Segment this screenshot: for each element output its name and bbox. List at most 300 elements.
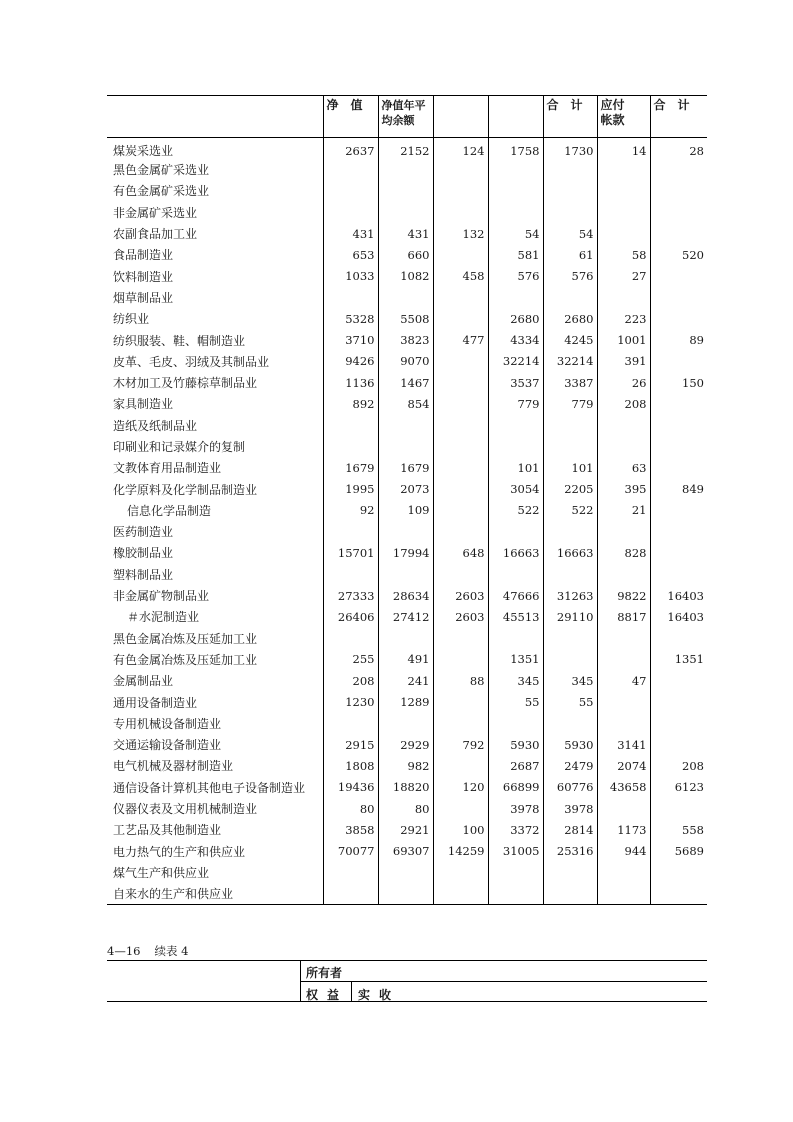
table-row bbox=[107, 329, 707, 350]
table-cell bbox=[488, 415, 543, 436]
table-cell bbox=[378, 883, 433, 904]
table-cell: 792 bbox=[433, 734, 488, 755]
table-cell bbox=[323, 862, 378, 883]
table-cell: 5508 bbox=[378, 308, 433, 329]
table-cell: 14259 bbox=[433, 841, 488, 862]
table-cell bbox=[650, 521, 707, 542]
table-cell: 31263 bbox=[543, 585, 597, 606]
table-cell bbox=[543, 862, 597, 883]
table-cell: 1467 bbox=[378, 372, 433, 393]
row-label: 食品制造业 bbox=[113, 248, 174, 263]
table-cell: 1679 bbox=[323, 457, 378, 478]
table-row bbox=[107, 606, 707, 627]
table-cell: 45513 bbox=[488, 606, 543, 627]
table-cell: 3823 bbox=[378, 329, 433, 350]
table-cell: 109 bbox=[378, 500, 433, 521]
table-cell bbox=[433, 287, 488, 308]
row-label: 非金属矿采选业 bbox=[113, 205, 198, 220]
table-row bbox=[107, 691, 707, 712]
table-cell: 16403 bbox=[650, 585, 707, 606]
table-cell: 27412 bbox=[378, 606, 433, 627]
table-cell bbox=[378, 202, 433, 223]
table-cell: 255 bbox=[323, 649, 378, 670]
table-cell: 2814 bbox=[543, 819, 597, 840]
row-label: 专用机械设备制造业 bbox=[113, 716, 222, 731]
table-cell: 2921 bbox=[378, 819, 433, 840]
table-row bbox=[107, 436, 707, 457]
table-cell bbox=[597, 202, 650, 223]
column-divider bbox=[351, 982, 352, 1001]
table-cell: 576 bbox=[543, 265, 597, 286]
row-label: 造纸及纸制品业 bbox=[113, 418, 198, 433]
table-cell bbox=[433, 415, 488, 436]
table-cell bbox=[597, 223, 650, 244]
table-row bbox=[107, 180, 707, 201]
table-row bbox=[107, 138, 707, 160]
table-cell bbox=[650, 287, 707, 308]
table-cell: 15701 bbox=[323, 542, 378, 563]
table-cell: 19436 bbox=[323, 777, 378, 798]
table-row bbox=[107, 862, 707, 883]
row-label: 交通运输设备制造业 bbox=[113, 738, 222, 753]
table-cell: 70077 bbox=[323, 841, 378, 862]
table-cell bbox=[650, 180, 707, 201]
header-net-value: 净 值 bbox=[323, 96, 378, 138]
table-cell: 1136 bbox=[323, 372, 378, 393]
table-cell: 208 bbox=[323, 670, 378, 691]
table-cell bbox=[543, 649, 597, 670]
row-label: 纺织业 bbox=[113, 312, 150, 327]
table-cell bbox=[543, 883, 597, 904]
table-cell: 3858 bbox=[323, 819, 378, 840]
table-cell bbox=[433, 713, 488, 734]
row-label: 煤气生产和供应业 bbox=[113, 865, 210, 880]
table-row bbox=[107, 628, 707, 649]
table-cell: 2603 bbox=[433, 585, 488, 606]
table-row bbox=[107, 415, 707, 436]
table-cell bbox=[378, 436, 433, 457]
table-cell: 2152 bbox=[378, 138, 433, 160]
header-annual-average-net-value bbox=[378, 96, 433, 138]
table-cell bbox=[323, 883, 378, 904]
table-cell bbox=[650, 415, 707, 436]
row-label: 木材加工及竹藤棕草制品业 bbox=[113, 376, 258, 391]
table-cell: 345 bbox=[543, 670, 597, 691]
table-row bbox=[107, 478, 707, 499]
table-cell bbox=[433, 691, 488, 712]
table-row bbox=[107, 159, 707, 180]
header-accounts-payable bbox=[597, 96, 650, 138]
table-cell: 208 bbox=[597, 393, 650, 414]
table-cell bbox=[650, 457, 707, 478]
table-cell bbox=[650, 542, 707, 563]
table-row bbox=[107, 457, 707, 478]
table-cell: 3372 bbox=[488, 819, 543, 840]
header-annual-average-net-value-label: 净值年平均余额 bbox=[381, 99, 426, 127]
table-row bbox=[107, 500, 707, 521]
table-row bbox=[107, 734, 707, 755]
table-cell bbox=[323, 202, 378, 223]
table-cell bbox=[488, 628, 543, 649]
table-cell bbox=[433, 883, 488, 904]
table-cell: 32214 bbox=[488, 351, 543, 372]
table-row bbox=[107, 223, 707, 244]
table-cell: 520 bbox=[650, 244, 707, 265]
table-cell bbox=[433, 159, 488, 180]
table-cell: 16663 bbox=[543, 542, 597, 563]
table-cell: 120 bbox=[433, 777, 488, 798]
statistics-table bbox=[107, 95, 707, 905]
table-cell: 5930 bbox=[488, 734, 543, 755]
row-label: 家具制造业 bbox=[113, 397, 174, 412]
table-cell: 223 bbox=[597, 308, 650, 329]
table-cell: 854 bbox=[378, 393, 433, 414]
row-label: 通信设备计算机其他电子设备制造业 bbox=[113, 780, 306, 795]
table-cell: 2073 bbox=[378, 478, 433, 499]
header-accounts-payable-label: 应付帐款 bbox=[600, 98, 625, 127]
table-cell: 576 bbox=[488, 265, 543, 286]
table-cell bbox=[597, 798, 650, 819]
table-cell: 63 bbox=[597, 457, 650, 478]
table-cell: 1230 bbox=[323, 691, 378, 712]
table-row bbox=[107, 244, 707, 265]
table-cell bbox=[488, 713, 543, 734]
table-cell bbox=[650, 436, 707, 457]
table-cell bbox=[323, 564, 378, 585]
table-cell bbox=[543, 415, 597, 436]
table-cell bbox=[650, 223, 707, 244]
table-cell: 5930 bbox=[543, 734, 597, 755]
table-cell: 3710 bbox=[323, 329, 378, 350]
table-cell: 2205 bbox=[543, 478, 597, 499]
row-label: 黑色金属矿采选业 bbox=[113, 163, 210, 178]
row-label: 仪器仪表及文用机械制造业 bbox=[113, 802, 258, 817]
table-cell: 2929 bbox=[378, 734, 433, 755]
table-cell bbox=[597, 564, 650, 585]
table-cell: 2603 bbox=[433, 606, 488, 627]
table-cell bbox=[597, 159, 650, 180]
table-cell: 132 bbox=[433, 223, 488, 244]
table-cell: 431 bbox=[378, 223, 433, 244]
table-cell bbox=[433, 500, 488, 521]
table-cell: 6123 bbox=[650, 777, 707, 798]
table-cell: 1808 bbox=[323, 755, 378, 776]
table-cell: 1001 bbox=[597, 329, 650, 350]
table-cell bbox=[488, 862, 543, 883]
table-cell: 1995 bbox=[323, 478, 378, 499]
table-body bbox=[107, 138, 707, 905]
table-cell bbox=[433, 457, 488, 478]
table-cell bbox=[650, 883, 707, 904]
table-row bbox=[107, 351, 707, 372]
table-cell: 28 bbox=[650, 138, 707, 160]
row-label: 非金属矿物制品业 bbox=[113, 589, 210, 604]
table-cell: 3537 bbox=[488, 372, 543, 393]
table-cell: 31005 bbox=[488, 841, 543, 862]
row-label: 医药制造业 bbox=[113, 525, 174, 540]
table-cell bbox=[433, 393, 488, 414]
table-cell bbox=[433, 202, 488, 223]
table-cell bbox=[488, 287, 543, 308]
table-cell bbox=[433, 244, 488, 265]
table-cell bbox=[650, 265, 707, 286]
table-cell bbox=[433, 649, 488, 670]
table-cell: 648 bbox=[433, 542, 488, 563]
table-cell bbox=[488, 180, 543, 201]
table-cell bbox=[543, 564, 597, 585]
table-cell bbox=[323, 713, 378, 734]
table-cell: 2915 bbox=[323, 734, 378, 755]
table-row bbox=[107, 777, 707, 798]
row-label: 饮料制造业 bbox=[113, 269, 174, 284]
table-cell bbox=[543, 436, 597, 457]
row-label: 有色金属矿采选业 bbox=[113, 184, 210, 199]
table-cell bbox=[488, 521, 543, 542]
table-cell: 5689 bbox=[650, 841, 707, 862]
row-label: 印刷业和记录媒介的复制 bbox=[113, 440, 246, 454]
table-cell bbox=[597, 628, 650, 649]
table-cell: 54 bbox=[488, 223, 543, 244]
table-cell bbox=[488, 202, 543, 223]
table-cell: 395 bbox=[597, 478, 650, 499]
table-cell bbox=[433, 521, 488, 542]
table-cell: 32214 bbox=[543, 351, 597, 372]
header-paid-in: 实收 bbox=[358, 988, 401, 1002]
table-cell bbox=[650, 628, 707, 649]
table-cell: 2637 bbox=[323, 138, 378, 160]
table-row bbox=[107, 755, 707, 776]
table-row bbox=[107, 798, 707, 819]
row-label: 化学原料及化学制品制造业 bbox=[113, 482, 258, 497]
table-cell: 9070 bbox=[378, 351, 433, 372]
table-cell: 101 bbox=[488, 457, 543, 478]
row-label: 橡胶制品业 bbox=[113, 546, 174, 561]
table-cell: 55 bbox=[543, 691, 597, 712]
table-cell bbox=[378, 628, 433, 649]
table-cell bbox=[488, 159, 543, 180]
table-cell bbox=[597, 713, 650, 734]
table-cell bbox=[543, 180, 597, 201]
table-cell: 58 bbox=[597, 244, 650, 265]
table-cell: 1679 bbox=[378, 457, 433, 478]
table-cell bbox=[378, 564, 433, 585]
table-cell bbox=[597, 883, 650, 904]
table-cell: 3054 bbox=[488, 478, 543, 499]
table-cell: 522 bbox=[488, 500, 543, 521]
row-label: 农副食品加工业 bbox=[113, 227, 198, 242]
table-cell: 779 bbox=[488, 393, 543, 414]
table-cell: 47666 bbox=[488, 585, 543, 606]
table-cell: 69307 bbox=[378, 841, 433, 862]
table-cell: 849 bbox=[650, 478, 707, 499]
table-cell bbox=[433, 436, 488, 457]
table-row bbox=[107, 542, 707, 563]
table-cell bbox=[378, 180, 433, 201]
table-cell bbox=[597, 415, 650, 436]
table-cell: 241 bbox=[378, 670, 433, 691]
table-cell bbox=[650, 159, 707, 180]
header-blank-1 bbox=[433, 96, 488, 138]
table-cell bbox=[323, 521, 378, 542]
table-cell: 2479 bbox=[543, 755, 597, 776]
table-cell: 779 bbox=[543, 393, 597, 414]
row-label: 塑料制品业 bbox=[113, 567, 174, 582]
table-cell bbox=[433, 862, 488, 883]
table-cell bbox=[323, 415, 378, 436]
row-label: 皮革、毛皮、羽绒及其制品业 bbox=[113, 354, 270, 369]
table-cell bbox=[543, 628, 597, 649]
table-cell: 892 bbox=[323, 393, 378, 414]
table-cell: 660 bbox=[378, 244, 433, 265]
table-cell: 653 bbox=[323, 244, 378, 265]
table-cell: 26406 bbox=[323, 606, 378, 627]
table-cell: 28634 bbox=[378, 585, 433, 606]
table-cell: 29110 bbox=[543, 606, 597, 627]
table-cell bbox=[433, 798, 488, 819]
table-cell: 391 bbox=[597, 351, 650, 372]
table-cell bbox=[597, 521, 650, 542]
table-cell: 458 bbox=[433, 265, 488, 286]
table-cell bbox=[378, 713, 433, 734]
table-cell bbox=[597, 862, 650, 883]
table-cell: 66899 bbox=[488, 777, 543, 798]
table-cell bbox=[433, 755, 488, 776]
row-label: 纺织服装、鞋、帽制造业 bbox=[113, 333, 246, 348]
table-cell: 55 bbox=[488, 691, 543, 712]
table-cell bbox=[597, 691, 650, 712]
table-cell: 88 bbox=[433, 670, 488, 691]
table-cell bbox=[650, 308, 707, 329]
table-header bbox=[107, 96, 707, 138]
table-cell: 1351 bbox=[488, 649, 543, 670]
table-cell: 101 bbox=[543, 457, 597, 478]
table-cell: 3141 bbox=[597, 734, 650, 755]
table-cell bbox=[433, 564, 488, 585]
table-row bbox=[107, 670, 707, 691]
table-cell: 5328 bbox=[323, 308, 378, 329]
header-blank-2 bbox=[488, 96, 543, 138]
table-row bbox=[107, 393, 707, 414]
table-cell bbox=[650, 691, 707, 712]
table-cell bbox=[378, 521, 433, 542]
table-cell: 80 bbox=[323, 798, 378, 819]
table-cell bbox=[650, 393, 707, 414]
table-cell: 491 bbox=[378, 649, 433, 670]
table-cell bbox=[488, 883, 543, 904]
table-row bbox=[107, 202, 707, 223]
table-cell bbox=[650, 713, 707, 734]
table-cell: 1730 bbox=[543, 138, 597, 160]
table-cell: 100 bbox=[433, 819, 488, 840]
table-row bbox=[107, 713, 707, 734]
table-cell bbox=[433, 308, 488, 329]
table-cell bbox=[323, 159, 378, 180]
table-cell: 17994 bbox=[378, 542, 433, 563]
table-row bbox=[107, 883, 707, 904]
table-cell bbox=[323, 628, 378, 649]
table-cell bbox=[378, 415, 433, 436]
continued-table-header bbox=[107, 960, 707, 1002]
table-cell: 982 bbox=[378, 755, 433, 776]
row-label: 文教体育用品制造业 bbox=[113, 461, 222, 476]
table-cell: 581 bbox=[488, 244, 543, 265]
table-cell: 9426 bbox=[323, 351, 378, 372]
table-cell: 92 bbox=[323, 500, 378, 521]
table-cell: 944 bbox=[597, 841, 650, 862]
table-cell bbox=[433, 372, 488, 393]
table-cell: 558 bbox=[650, 819, 707, 840]
table-cell bbox=[650, 351, 707, 372]
table-number: 4—16 bbox=[107, 944, 141, 958]
row-label: 金属制品业 bbox=[113, 674, 174, 689]
table-cell: 80 bbox=[378, 798, 433, 819]
table-cell: 25316 bbox=[543, 841, 597, 862]
header-row bbox=[107, 96, 707, 138]
table-cell: 150 bbox=[650, 372, 707, 393]
table-cell bbox=[650, 734, 707, 755]
table-cell: 1173 bbox=[597, 819, 650, 840]
table-cell bbox=[543, 159, 597, 180]
header-industry bbox=[107, 96, 323, 138]
table-cell: 3387 bbox=[543, 372, 597, 393]
table-cell bbox=[323, 436, 378, 457]
table-cell bbox=[597, 649, 650, 670]
table-cell: 26 bbox=[597, 372, 650, 393]
header-row-divider bbox=[300, 981, 707, 982]
table-cell: 16403 bbox=[650, 606, 707, 627]
table-cell: 54 bbox=[543, 223, 597, 244]
table-cell bbox=[433, 180, 488, 201]
table-cell: 2687 bbox=[488, 755, 543, 776]
table-cell: 4245 bbox=[543, 329, 597, 350]
table-cell: 522 bbox=[543, 500, 597, 521]
table-cell bbox=[597, 436, 650, 457]
table-cell bbox=[488, 564, 543, 585]
table-cell: 345 bbox=[488, 670, 543, 691]
table-row bbox=[107, 585, 707, 606]
table-cell: 2074 bbox=[597, 755, 650, 776]
table-cell bbox=[488, 436, 543, 457]
table-row bbox=[107, 649, 707, 670]
table-cell bbox=[378, 159, 433, 180]
table-cell: 3978 bbox=[543, 798, 597, 819]
table-row bbox=[107, 308, 707, 329]
table-cell: 828 bbox=[597, 542, 650, 563]
table-cell bbox=[543, 202, 597, 223]
table-cell: 1758 bbox=[488, 138, 543, 160]
table-cell bbox=[433, 351, 488, 372]
table-cell: 2680 bbox=[543, 308, 597, 329]
table-cell: 61 bbox=[543, 244, 597, 265]
row-label: 电气机械及器材制造业 bbox=[113, 759, 234, 774]
table-cell bbox=[650, 500, 707, 521]
table-cell: 18820 bbox=[378, 777, 433, 798]
table-row bbox=[107, 372, 707, 393]
table-cell: 27 bbox=[597, 265, 650, 286]
table-cell: 43658 bbox=[597, 777, 650, 798]
table-row bbox=[107, 287, 707, 308]
table-cell bbox=[323, 287, 378, 308]
row-label: 黑色金属冶炼及压延加工业 bbox=[113, 631, 258, 646]
row-label: 信息化学品制造 bbox=[127, 503, 212, 518]
table-cell: 47 bbox=[597, 670, 650, 691]
table-row bbox=[107, 521, 707, 542]
table-cell: 16663 bbox=[488, 542, 543, 563]
row-label: 烟草制品业 bbox=[113, 290, 174, 305]
table-cell: 60776 bbox=[543, 777, 597, 798]
table-cell: 1289 bbox=[378, 691, 433, 712]
table-cell: 2680 bbox=[488, 308, 543, 329]
